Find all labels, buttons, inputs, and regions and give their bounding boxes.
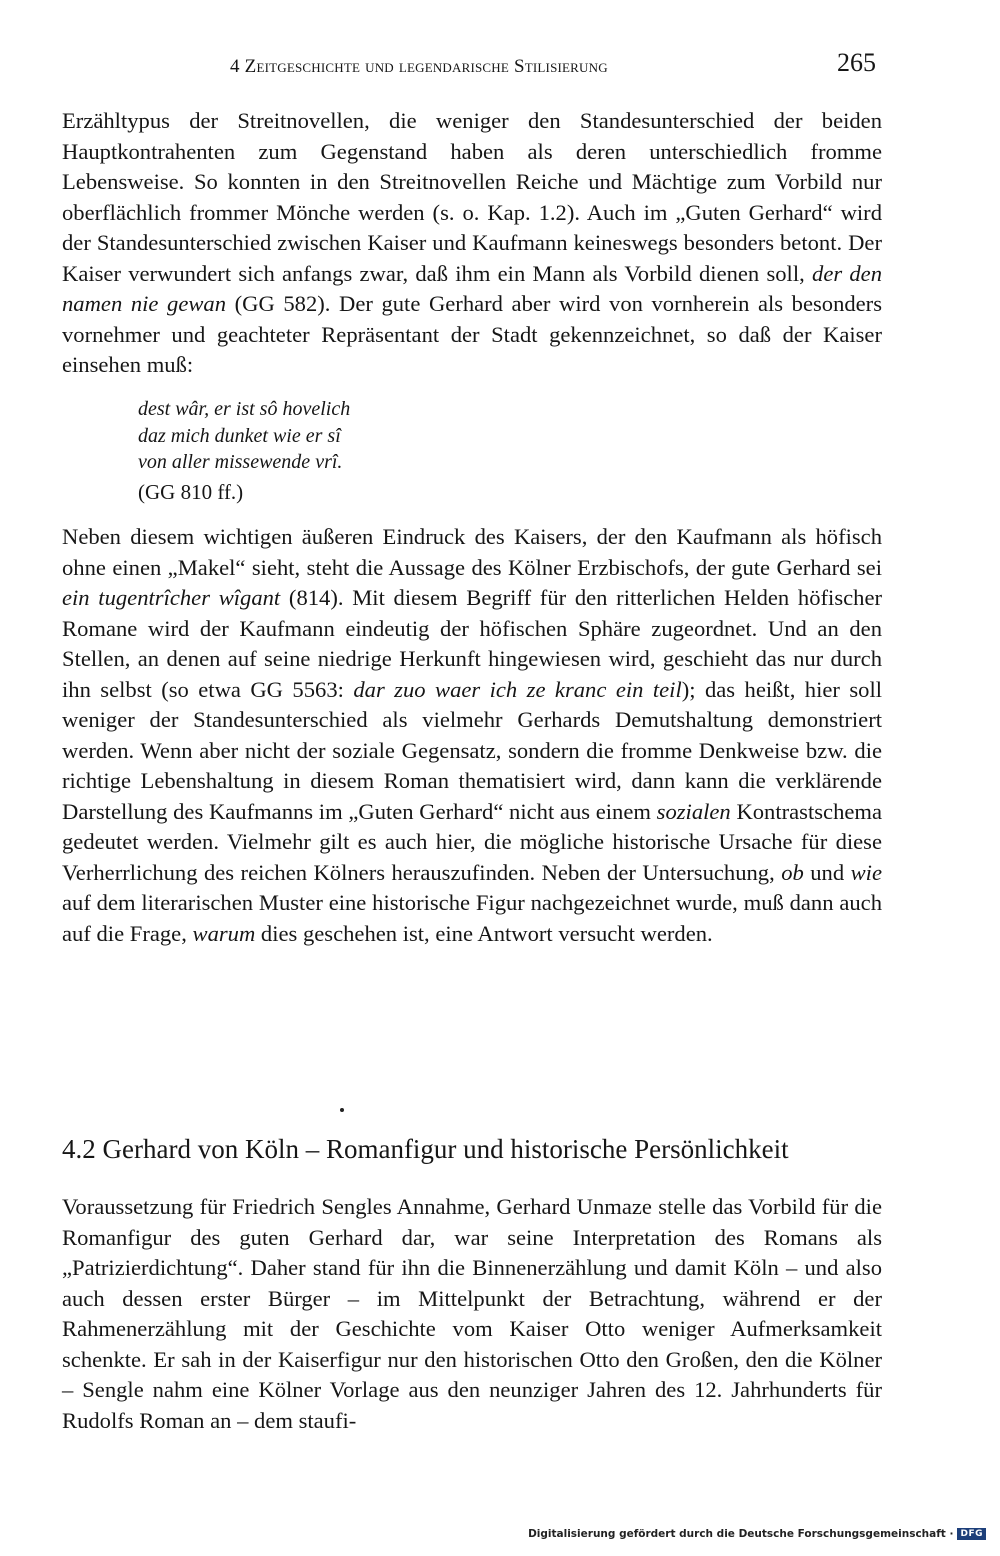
- text-run: auf dem literarischen Muster eine historische Figur nachgezeichnet wurde, muß dann auch auf die Frage,: [62, 890, 882, 946]
- italic-quote: ein tugentrîcher wîgant: [62, 585, 281, 610]
- footer-text: Digitalisierung gefördert durch die Deutsche Forschungsgemeinschaft ·: [528, 1528, 954, 1540]
- speck-mark: [340, 1108, 344, 1112]
- paragraph-3: [62, 1192, 882, 1436]
- text-run: (814). Mit diesem Begriff für den ritterlichen Helden höfischer Romane wird der Kaufmann eindeutig der höfischen Sphäre zugeordnet. Und an den Stellen, an denen auf seine niedrige Herkunft hingewiesen wird, geschieht das nur durch ihn selbst (so etwa GG 5563:: [62, 585, 882, 702]
- italic-emphasis: wie: [850, 859, 882, 885]
- verse-line: daz mich dunket wie er sî: [138, 424, 341, 447]
- running-head: 4 Zeitgeschichte und legendarische Stilisierung: [230, 56, 608, 77]
- text-run: Neben diesem wichtigen äußeren Eindruck des Kaisers, der den Kaufmann als höfisch ohne einen „Makel“ sieht, steht die Aussage des Kölner Erzbischofs, der gute Gerhard sei: [62, 524, 882, 580]
- italic-quote: der den namen nie gewan: [62, 260, 883, 316]
- italic-emphasis: warum: [192, 920, 256, 946]
- verse-quote: [138, 396, 350, 505]
- text-run: dies geschehen ist, eine Antwort versucht werden.: [255, 920, 713, 946]
- paragraph-1: [62, 106, 882, 381]
- digitization-footer: [528, 1528, 986, 1540]
- text-run: ); das heißt, hier soll weniger der Standesunterschied als vielmehr Gerhards Demutshaltung demonstriert werden. Wenn aber nicht der soziale Gegensatz, sondern die fromme Denkweise bzw. die richtige Lebenshaltung in diesem Roman thematisiert wird, dann kann die verklärende Darstellung des Kaufmanns im „Guten Gerhard“ nicht aus einem: [62, 676, 882, 824]
- italic-quote: dar zuo waer ich ze kranc ein teil: [353, 676, 682, 702]
- verse-line: von aller missewende vrî.: [138, 451, 343, 473]
- text-run: Erzähltypus der Streitnovellen, die weniger den Standesunterschied der beiden Hauptkontrahenten zum Gegenstand haben als deren unterschiedlich fromme Lebensweise. So konnten in den Streitnovellen Reiche und Mächtige zum Vorbild nur oberflächlich frommer Mönche werden (s. o. Kap. 1.2). Auch im „Guten Gerhard“ wird der Standesunterschied zwischen Kaiser und Kaufmann keineswegs besonders betont. Der Kaiser verwundert sich anfangs zwar, daß ihm ein Mann als Vorbild dienen soll,: [62, 108, 882, 286]
- italic-emphasis: ob: [781, 859, 804, 885]
- dfg-logo: DFG: [957, 1528, 986, 1540]
- text-run: Voraussetzung für Friedrich Sengles Annahme, Gerhard Unmaze stelle das Vorbild für die Romanfigur des guten Gerhard dar, war seine Interpretation des Romans als „Patrizierdichtung“. Daher stand für ihn die Binnenerzählung und damit Köln – und also auch dessen erster Bürger – im Mittelpunkt der Betrachtung, während er der Rahmenerzählung mit der Geschichte vom Kaiser Otto weniger Aufmerksamkeit schenkte. Er sah in der Kaiserfigur nur den historischen Otto den Großen, den die Kölner – Sengle nahm eine Kölner Vorlage aus den neunziger Jahren des 12. Jahrhunderts für Rudolfs Roman an – dem staufi-: [62, 1194, 882, 1433]
- verse-reference: (GG 810 ff.): [138, 479, 244, 504]
- section-heading: 4.2 Gerhard von Köln – Romanfigur und historische Persönlichkeit: [62, 1134, 789, 1164]
- page-header: [62, 48, 882, 88]
- text-run: Kontrastschema gedeutet werden. Vielmehr gilt es auch hier, die mögliche historische Ursache für diese Verherrlichung des reichen Kölners herauszufinden. Neben der Untersuchung,: [62, 798, 882, 885]
- page-number: 265: [837, 48, 876, 77]
- verse-line: dest wâr, er ist sô hovelich: [138, 398, 351, 420]
- text-run: und: [803, 859, 851, 885]
- text-run: (GG 582). Der gute Gerhard aber wird von vornherein als besonders vornehmer und geachteter Repräsentant der Stadt gekennzeichnet, so daß der Kaiser einsehen muß:: [62, 291, 883, 377]
- paragraph-2: [62, 522, 882, 949]
- italic-emphasis: sozialen: [656, 798, 731, 824]
